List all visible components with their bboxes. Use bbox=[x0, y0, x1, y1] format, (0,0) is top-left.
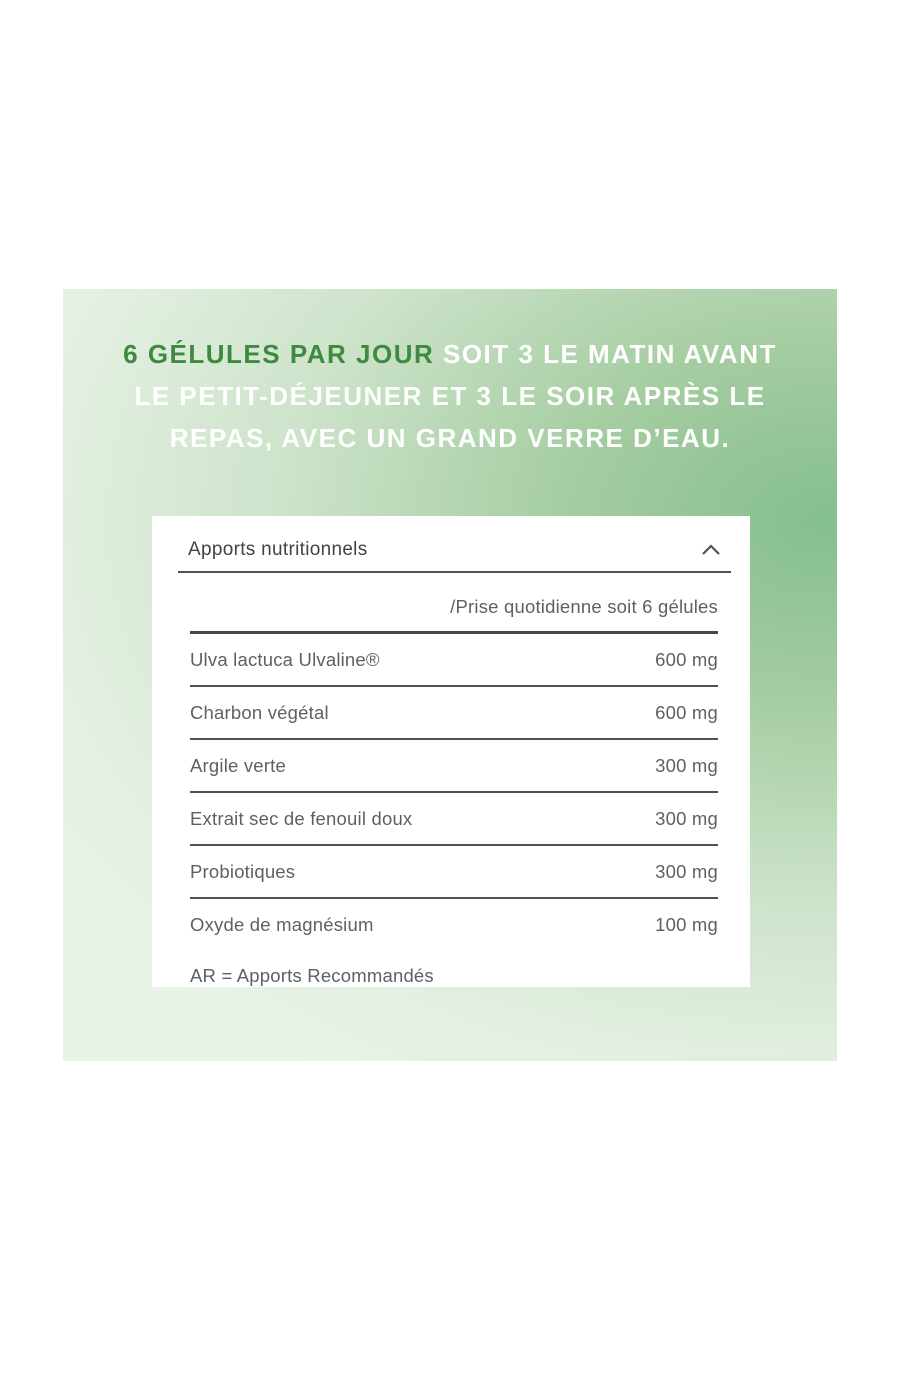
nutrition-table bbox=[190, 631, 718, 950]
dosage-banner bbox=[63, 289, 837, 1061]
table-row bbox=[190, 846, 718, 899]
ingredient-label: Ulva lactuca Ulvaline® bbox=[190, 648, 380, 670]
table-row bbox=[190, 899, 718, 950]
dosage-headline-white-part: SOIT 3 LE MATIN AVANT bbox=[434, 339, 777, 369]
ingredient-value: 300 mg bbox=[655, 754, 718, 776]
ingredient-value: 100 mg bbox=[655, 913, 718, 935]
ingredient-label: Oxyde de magnésium bbox=[190, 913, 374, 935]
footnote-ar-definition: AR = Apports Recommandés bbox=[190, 965, 434, 986]
ingredient-value: 300 mg bbox=[655, 807, 718, 829]
ingredient-label: Extrait sec de fenouil doux bbox=[190, 807, 413, 829]
nutrition-card-title: Apports nutritionnels bbox=[188, 539, 368, 560]
ingredient-label: Probiotiques bbox=[190, 860, 296, 882]
ingredient-value: 300 mg bbox=[655, 860, 718, 882]
dosage-headline bbox=[63, 289, 837, 459]
dosage-headline-line3: REPAS, AVEC UN GRAND VERRE D’EAU. bbox=[169, 423, 731, 453]
table-row bbox=[190, 634, 718, 687]
table-row bbox=[190, 793, 718, 846]
chevron-up-icon bbox=[700, 543, 722, 557]
ingredient-label: Argile verte bbox=[190, 754, 286, 776]
nutrition-accordion-header[interactable] bbox=[152, 516, 750, 571]
table-column-header: /Prise quotidienne soit 6 gélules bbox=[450, 596, 718, 617]
ingredient-label: Charbon végétal bbox=[190, 701, 329, 723]
ingredient-value: 600 mg bbox=[655, 648, 718, 670]
ingredient-value: 600 mg bbox=[655, 701, 718, 723]
table-row bbox=[190, 687, 718, 740]
dosage-headline-line2: LE PETIT-DÉJEUNER ET 3 LE SOIR APRÈS LE bbox=[134, 381, 766, 411]
nutrition-card bbox=[152, 516, 750, 987]
table-row bbox=[190, 740, 718, 793]
dosage-headline-green-part: 6 GÉLULES PAR JOUR bbox=[123, 339, 435, 369]
